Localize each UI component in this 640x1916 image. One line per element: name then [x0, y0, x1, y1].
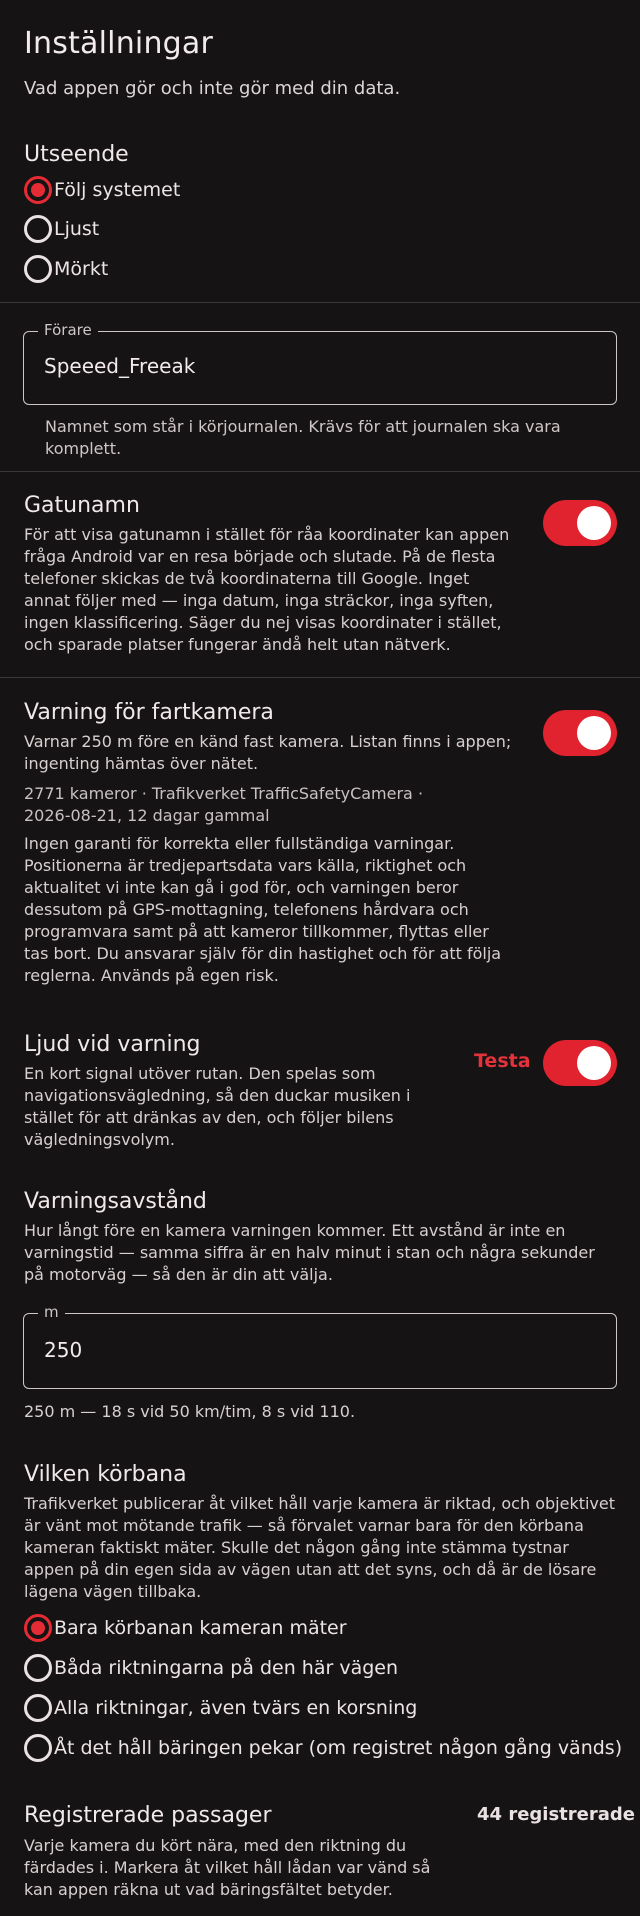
radio-label: Bara körbanan kameran mäter — [54, 1617, 347, 1639]
appearance-title: Utseende — [24, 142, 129, 167]
divider — [0, 471, 640, 472]
text-line: är vänt mot mötande trafik — så förvalet varnar bara för den körbana — [24, 1516, 584, 1535]
text-line: Varje kamera du kört nära, med den riktning du — [24, 1836, 407, 1855]
text-line: telefoner skickas de två koordinaterna till Google. Inget — [24, 569, 470, 588]
text-line: ingen klassificering. Säger du nej visas koordinater i stället, — [24, 613, 502, 632]
text-line: appen på din egen sida av vägen utan att det syns, och då är de lösare — [24, 1560, 597, 1579]
text-line: på motorväg — så den är din att välja. — [24, 1265, 333, 1284]
distance-description — [24, 1220, 595, 1286]
passages-count: 44 registrerade — [477, 1804, 635, 1825]
text-line: ingenting hämtas över nätet. — [24, 754, 259, 773]
driver-field-value: Speeed_Freeak — [44, 354, 196, 378]
radio-dark[interactable] — [24, 253, 108, 285]
text-line: reglerna. Används på egen risk. — [24, 966, 279, 985]
passages-title: Registrerade passager — [24, 1803, 272, 1828]
radio-label: Ljust — [54, 218, 100, 240]
text-line: programvara samt på att kameror tillkommer, flyttas eller — [24, 922, 489, 941]
test-sound-button[interactable]: Testa — [474, 1050, 531, 1072]
text-line: dessutom på GPS-mottagning, telefonens hårdvara och — [24, 900, 469, 919]
radio-unselected-icon — [24, 255, 52, 283]
sound-title: Ljud vid varning — [24, 1032, 201, 1057]
radio-unselected-icon — [24, 215, 52, 243]
driver-help-line: Namnet som står i körjournalen. Krävs för att journalen ska vara — [45, 417, 561, 436]
lane-title: Vilken körbana — [24, 1462, 187, 1487]
radio-selected-icon — [24, 176, 52, 204]
radio-lane-all[interactable] — [24, 1692, 417, 1724]
streetnames-title: Gatunamn — [24, 493, 140, 518]
radio-selected-icon — [24, 1614, 52, 1642]
text-line: Varnar 250 m före en känd fast kamera. Listan finns i appen; — [24, 732, 512, 751]
text-line: tas bort. Du ansvarar själv för din hastighet och för att följa — [24, 944, 502, 963]
speedcam-title: Varning för fartkamera — [24, 700, 274, 725]
radio-lane-both[interactable] — [24, 1652, 398, 1684]
radio-label: Alla riktningar, även tvärs en korsning — [54, 1697, 418, 1719]
streetnames-toggle[interactable] — [543, 500, 617, 546]
radio-lane-bearing[interactable] — [24, 1732, 622, 1764]
text-line: aktualitet vi inte kan gå i god för, och varningen beror — [24, 878, 459, 897]
text-line: färdades i. Markera åt vilket håll lådan var vänd så — [24, 1858, 431, 1877]
passages-description — [24, 1835, 430, 1901]
text-line: annat följer med — inga datum, inga sträckor, inga syften, — [24, 591, 494, 610]
distance-summary: 250 m — 18 s vid 50 km/tim, 8 s vid 110. — [24, 1402, 356, 1421]
streetnames-description — [24, 524, 534, 656]
text-line: 2771 kameror · Trafikverket TrafficSafetyCamera · — [24, 784, 424, 803]
text-line: Ingen garanti för korrekta eller fullständiga varningar. — [24, 834, 455, 853]
divider — [0, 677, 640, 678]
text-line: kameran faktiskt mäter. Skulle det någon gång inte stämma tystnar — [24, 1538, 569, 1557]
text-line: Trafikverket publicerar åt vilket håll varje kamera är riktad, och objektivet — [24, 1494, 616, 1513]
text-line: vägledningsvolym. — [24, 1130, 175, 1149]
radio-label: Mörkt — [54, 258, 109, 280]
driver-field[interactable] — [23, 321, 617, 405]
speedcam-disclaimer — [24, 833, 501, 987]
speedcam-toggle[interactable] — [543, 710, 617, 756]
radio-light[interactable] — [24, 213, 99, 245]
radio-unselected-icon — [24, 1694, 52, 1722]
text-line: och sparade platser fungerar ändå helt utan nätverk. — [24, 635, 451, 654]
distance-field[interactable] — [23, 1303, 617, 1389]
text-line: Hur långt före en kamera varningen kommer. Ett avstånd är inte en — [24, 1221, 566, 1240]
sound-description — [24, 1063, 464, 1151]
radio-lane-measured[interactable] — [24, 1612, 347, 1644]
radio-label: Åt det håll bäringen pekar (om registret någon gång vänds) — [54, 1737, 623, 1759]
text-line: 2026-08-21, 12 dagar gammal — [24, 806, 270, 825]
text-line: stället för att dränkas av den, och följer bilens — [24, 1108, 394, 1127]
page-title: Inställningar — [24, 26, 214, 61]
text-line: För att visa gatunamn i stället för råa koordinater kan appen — [24, 525, 510, 544]
driver-help-line: komplett. — [45, 439, 122, 458]
text-line: varningstid — samma siffra är en halv minut i stan och några sekunder — [24, 1243, 595, 1262]
speedcam-description — [24, 731, 544, 775]
driver-field-label: Förare — [38, 321, 98, 339]
lane-description — [24, 1493, 615, 1603]
divider — [0, 302, 640, 303]
radio-follow-system[interactable] — [24, 174, 180, 206]
distance-field-label: m — [38, 1303, 65, 1321]
text-line: Positionerna är tredjepartsdata vars källa, riktighet och — [24, 856, 467, 875]
radio-label: Följ systemet — [54, 179, 181, 201]
distance-title: Varningsavstånd — [24, 1189, 207, 1214]
radio-unselected-icon — [24, 1654, 52, 1682]
page-subtitle: Vad appen gör och inte gör med din data. — [24, 78, 401, 99]
text-line: navigationsvägledning, så den duckar musiken i — [24, 1086, 411, 1105]
text-line: lägena vägen tillbaka. — [24, 1582, 202, 1601]
distance-field-value: 250 — [44, 1338, 83, 1362]
radio-label: Båda riktningarna på den här vägen — [54, 1657, 399, 1679]
text-line: fråga Android var en resa började och slutade. På de flesta — [24, 547, 496, 566]
text-line: En kort signal utöver rutan. Den spelas som — [24, 1064, 376, 1083]
speedcam-meta — [24, 783, 423, 827]
radio-unselected-icon — [24, 1734, 52, 1762]
sound-toggle[interactable] — [543, 1040, 617, 1086]
text-line: kan appen räkna ut vad bäringsfältet betyder. — [24, 1880, 393, 1899]
